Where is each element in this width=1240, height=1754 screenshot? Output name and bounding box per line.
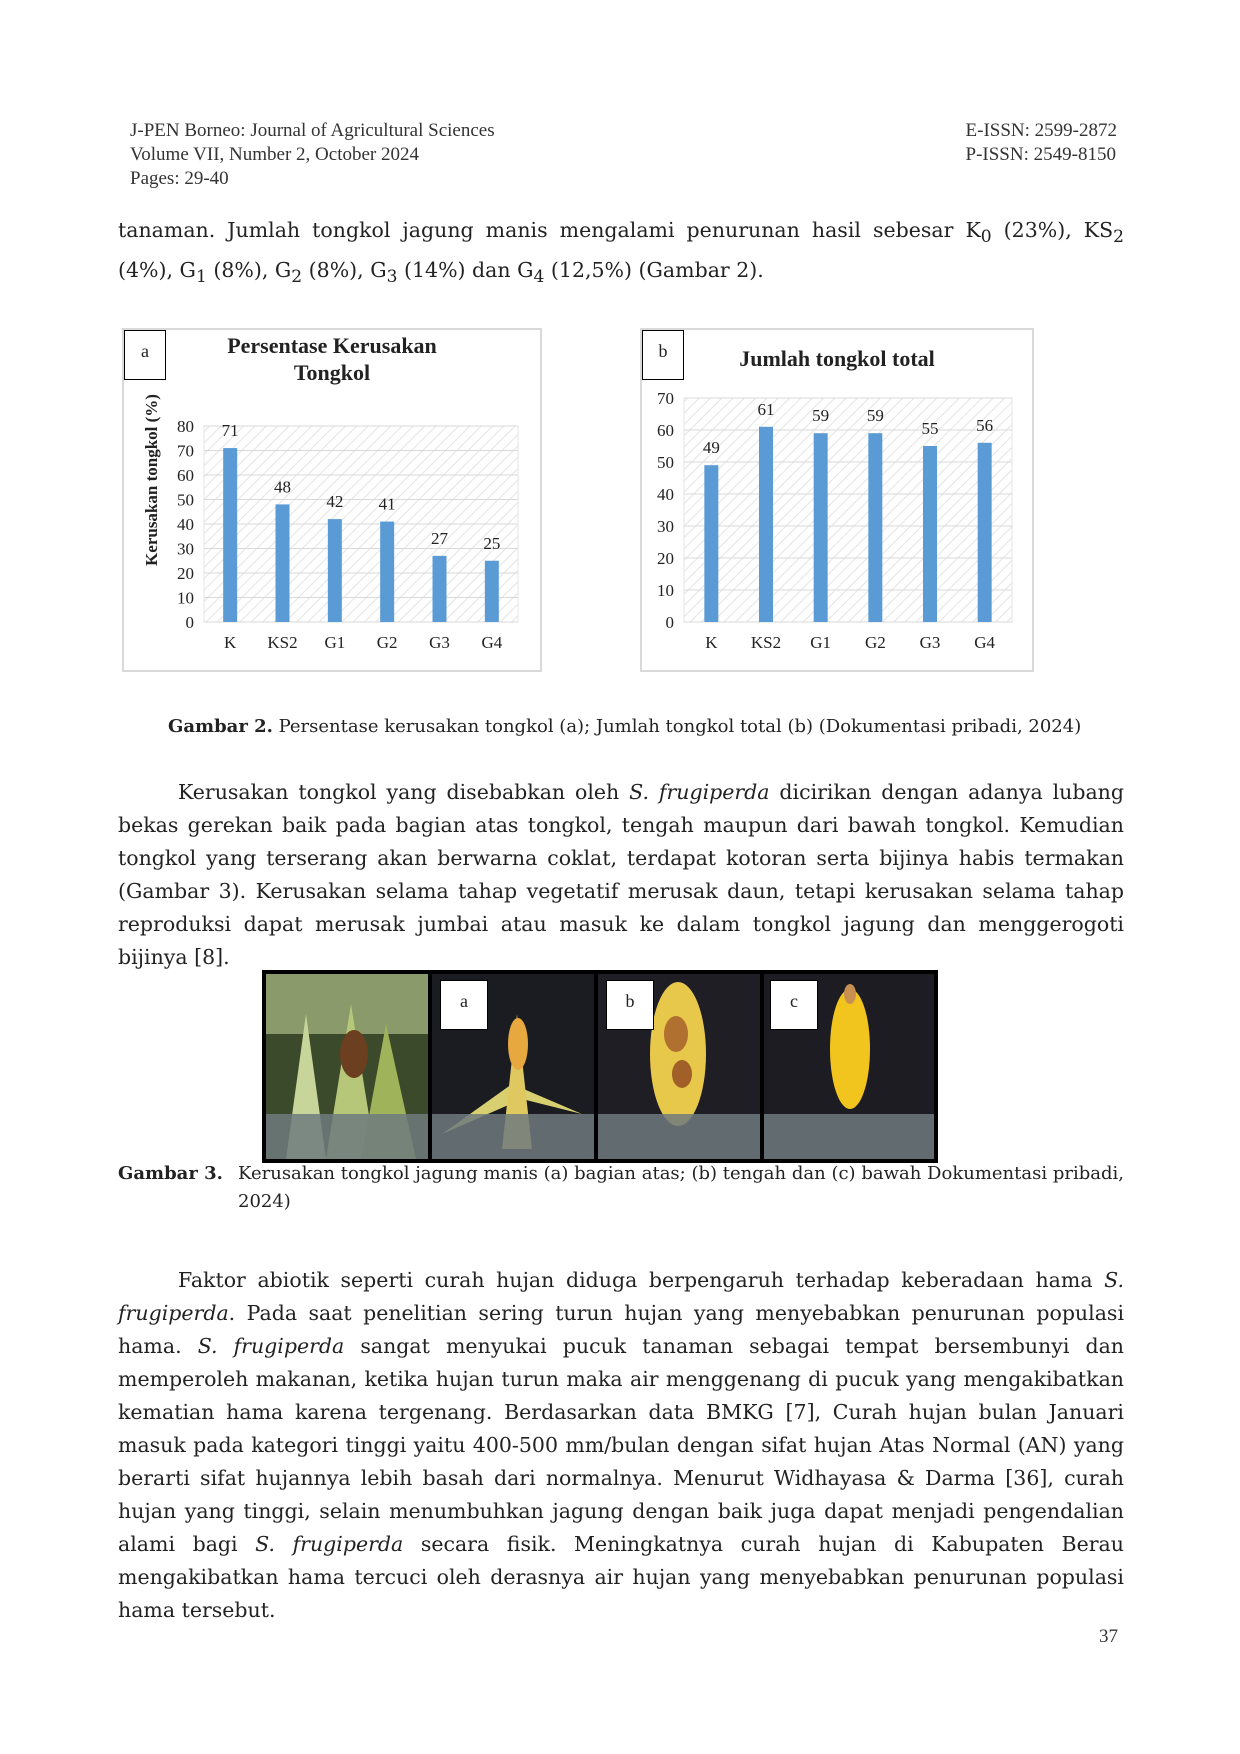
y-tick-label: 20	[657, 549, 674, 568]
bar	[380, 522, 394, 622]
bar	[814, 433, 828, 622]
bar	[276, 504, 290, 622]
bar	[978, 443, 992, 622]
species-name: S. frugiperda	[629, 780, 770, 804]
photo-corn-husk-damage	[266, 974, 428, 1159]
intro-text: tanaman. Jumlah tongkol jagung manis mengalami penurunan hasil sebesar K	[118, 218, 981, 242]
y-tick-label: 50	[657, 453, 674, 472]
journal-volume: Volume VII, Number 2, October 2024	[130, 144, 419, 165]
paragraph-text: . Pada saat penelitian sering turun hujan yang menyebabkan penurunan populasi hama.	[118, 1301, 1124, 1358]
paragraph-text: sangat menyukai pucuk tanaman sebagai tempat bersembunyi dan memperoleh makanan, ketika hujan turun maka air menggenang di pucuk yang mengakibatkan kematian hama karena tergenang. Berdasarkan data BMKG [7], Curah hujan bulan Januari masuk pada kategori tinggi yaitu 400-500 mm/bulan dengan sifat hujan Atas Normal (AN) yang berarti sifat hujannya lebih basah dari normalnya. Menurut Widhayasa & Darma [36], curah hujan yang tinggi, selain menumbuhkan jagung dengan baik juga dapat menjadi pengendalian alami bagi	[118, 1334, 1124, 1556]
x-tick-label: KS2	[750, 633, 782, 652]
data-label: 59	[866, 406, 884, 426]
y-tick-label: 60	[657, 421, 674, 440]
page-number: 37	[1099, 1626, 1118, 1647]
running-header-left	[130, 119, 495, 191]
y-tick-label: 20	[177, 564, 194, 583]
data-label: 71	[221, 421, 239, 441]
intro-text: (23%), KS	[991, 218, 1114, 242]
paragraph-damage	[118, 776, 1124, 974]
species-name: S. frugiperda	[197, 1334, 345, 1358]
subscript: 0	[980, 227, 992, 248]
plot-area	[684, 398, 1012, 622]
subscript: 1	[195, 267, 207, 288]
paragraph-text: dicirikan dengan adanya lubang bekas gerekan baik pada bagian atas tongkol, tengah maupun dari bawah tongkol. Kemudian tongkol yang terserang akan berwarna coklat, terdapat kotoran serta bijinya habis termakan (Gambar 3). Kerusakan selama tahap vegetatif merusak daun, tetapi kerusakan selama tahap reproduksi dapat merusak jumbai atau masuk ke dalam tongkol jagung dan menggerogoti bijinya [8].	[118, 780, 1124, 969]
data-label: 49	[702, 438, 720, 458]
figure-3-label: Gambar 3.	[118, 1163, 223, 1184]
intro-text: (8%), G	[302, 258, 387, 283]
photo-label-a: a	[440, 980, 488, 1030]
paragraph-abiotic	[118, 1264, 1124, 1627]
subscript: 3	[386, 267, 398, 288]
species-name: S. frugiperda	[118, 1268, 1124, 1325]
intro-text: (12,5%) (Gambar 2).	[544, 258, 764, 283]
figure-3-text: Kerusakan tongkol jagung manis (a) bagian atas; (b) tengah dan (c) bawah Dokumentasi pribadi, 2024)	[238, 1163, 1124, 1212]
chart-a	[124, 330, 540, 670]
intro-text: (8%), G	[206, 258, 292, 283]
x-tick-label: G4	[974, 633, 996, 652]
bar	[923, 446, 937, 622]
x-tick-label: G2	[864, 633, 886, 652]
corn-husk-image	[266, 974, 428, 1159]
intro-text: (14%) dan G	[397, 258, 534, 283]
journal-pages: Pages: 29-40	[130, 168, 229, 189]
bar	[704, 465, 718, 622]
running-header-right	[966, 119, 1117, 167]
paragraph-text: Faktor abiotik seperti curah hujan diduga berpengaruh terhadap keberadaan hama	[178, 1268, 1105, 1292]
data-label: 56	[976, 415, 994, 435]
x-tick-label: G3	[429, 633, 450, 652]
chart-a-panel-label: a	[124, 330, 166, 380]
y-tick-label: 10	[657, 581, 674, 600]
y-tick-label: 40	[657, 485, 674, 504]
y-tick-label: 0	[665, 613, 674, 632]
chart-b-panel-label: b	[642, 330, 684, 380]
data-label: 41	[378, 494, 396, 514]
chart-a-title-line-1: Persentase Kerusakan	[227, 333, 437, 358]
journal-name: J-PEN Borneo: Journal of Agricultural Sciences	[130, 120, 495, 141]
data-label: 25	[483, 533, 501, 553]
x-tick-label: KS2	[267, 633, 298, 652]
paragraph-text: Kerusakan tongkol yang disebabkan oleh	[178, 780, 630, 804]
data-label: 48	[274, 477, 291, 497]
intro-text: (4%), G	[118, 258, 196, 283]
y-tick-label: 10	[177, 588, 194, 608]
y-tick-label: 30	[657, 517, 674, 536]
figure-2-caption	[168, 713, 1128, 741]
data-label: 27	[431, 528, 448, 548]
y-tick-label: 0	[185, 613, 194, 632]
y-tick-label: 60	[177, 466, 194, 485]
figure-3-photo-strip	[262, 970, 938, 1163]
photo-label-c: c	[770, 980, 818, 1030]
bar	[223, 448, 237, 622]
subscript: 2	[1113, 227, 1125, 248]
x-tick-label: G4	[481, 633, 503, 652]
y-tick-label: 40	[177, 515, 194, 534]
y-tick-label: 70	[177, 441, 194, 461]
subscript: 2	[291, 267, 303, 288]
chart-b	[642, 330, 1032, 670]
chart-b-frame	[640, 328, 1034, 672]
bar	[759, 427, 773, 622]
chart-b-title: Jumlah tongkol total	[739, 346, 935, 371]
chart-a-title-line-2: Tongkol	[293, 360, 371, 385]
x-tick-label: G1	[324, 633, 346, 652]
paragraph-text: secara fisik. Meningkatnya curah hujan di Kabupaten Berau mengakibatkan hama tercuci oleh derasnya air hujan yang menyebabkan penurunan populasi hama tersebut.	[118, 1532, 1124, 1622]
subscript: 4	[533, 267, 545, 288]
data-label: 42	[326, 492, 344, 512]
eissn: E-ISSN: 2599-2872	[965, 120, 1117, 141]
x-tick-label: K	[705, 633, 718, 652]
x-tick-label: G2	[376, 633, 398, 652]
figure-2-text: Persentase kerusakan tongkol (a); Jumlah tongkol total (b) (Dokumentasi pribadi, 2024)	[272, 716, 1082, 737]
x-tick-label: G3	[919, 633, 941, 652]
bar	[485, 561, 499, 622]
y-tick-label: 70	[657, 389, 674, 408]
pissn: P-ISSN: 2549-8150	[965, 144, 1116, 165]
y-tick-label: 80	[177, 417, 194, 436]
bar	[328, 519, 342, 622]
data-label: 59	[812, 406, 830, 426]
data-label: 55	[921, 419, 939, 438]
y-axis-label: Kerusakan tongkol (%)	[142, 394, 161, 566]
chart-a-frame	[122, 328, 542, 672]
bar	[868, 433, 882, 622]
figure-2-label: Gambar 2.	[168, 716, 273, 737]
x-tick-label: G1	[810, 633, 832, 652]
x-tick-label: K	[224, 633, 237, 652]
photo-label-b: b	[606, 980, 654, 1030]
bar	[433, 556, 447, 622]
y-tick-label: 30	[177, 539, 194, 559]
species-name: S. frugiperda	[255, 1532, 404, 1556]
intro-paragraph	[118, 214, 1124, 294]
data-label: 61	[757, 399, 775, 419]
y-tick-label: 50	[177, 490, 194, 510]
